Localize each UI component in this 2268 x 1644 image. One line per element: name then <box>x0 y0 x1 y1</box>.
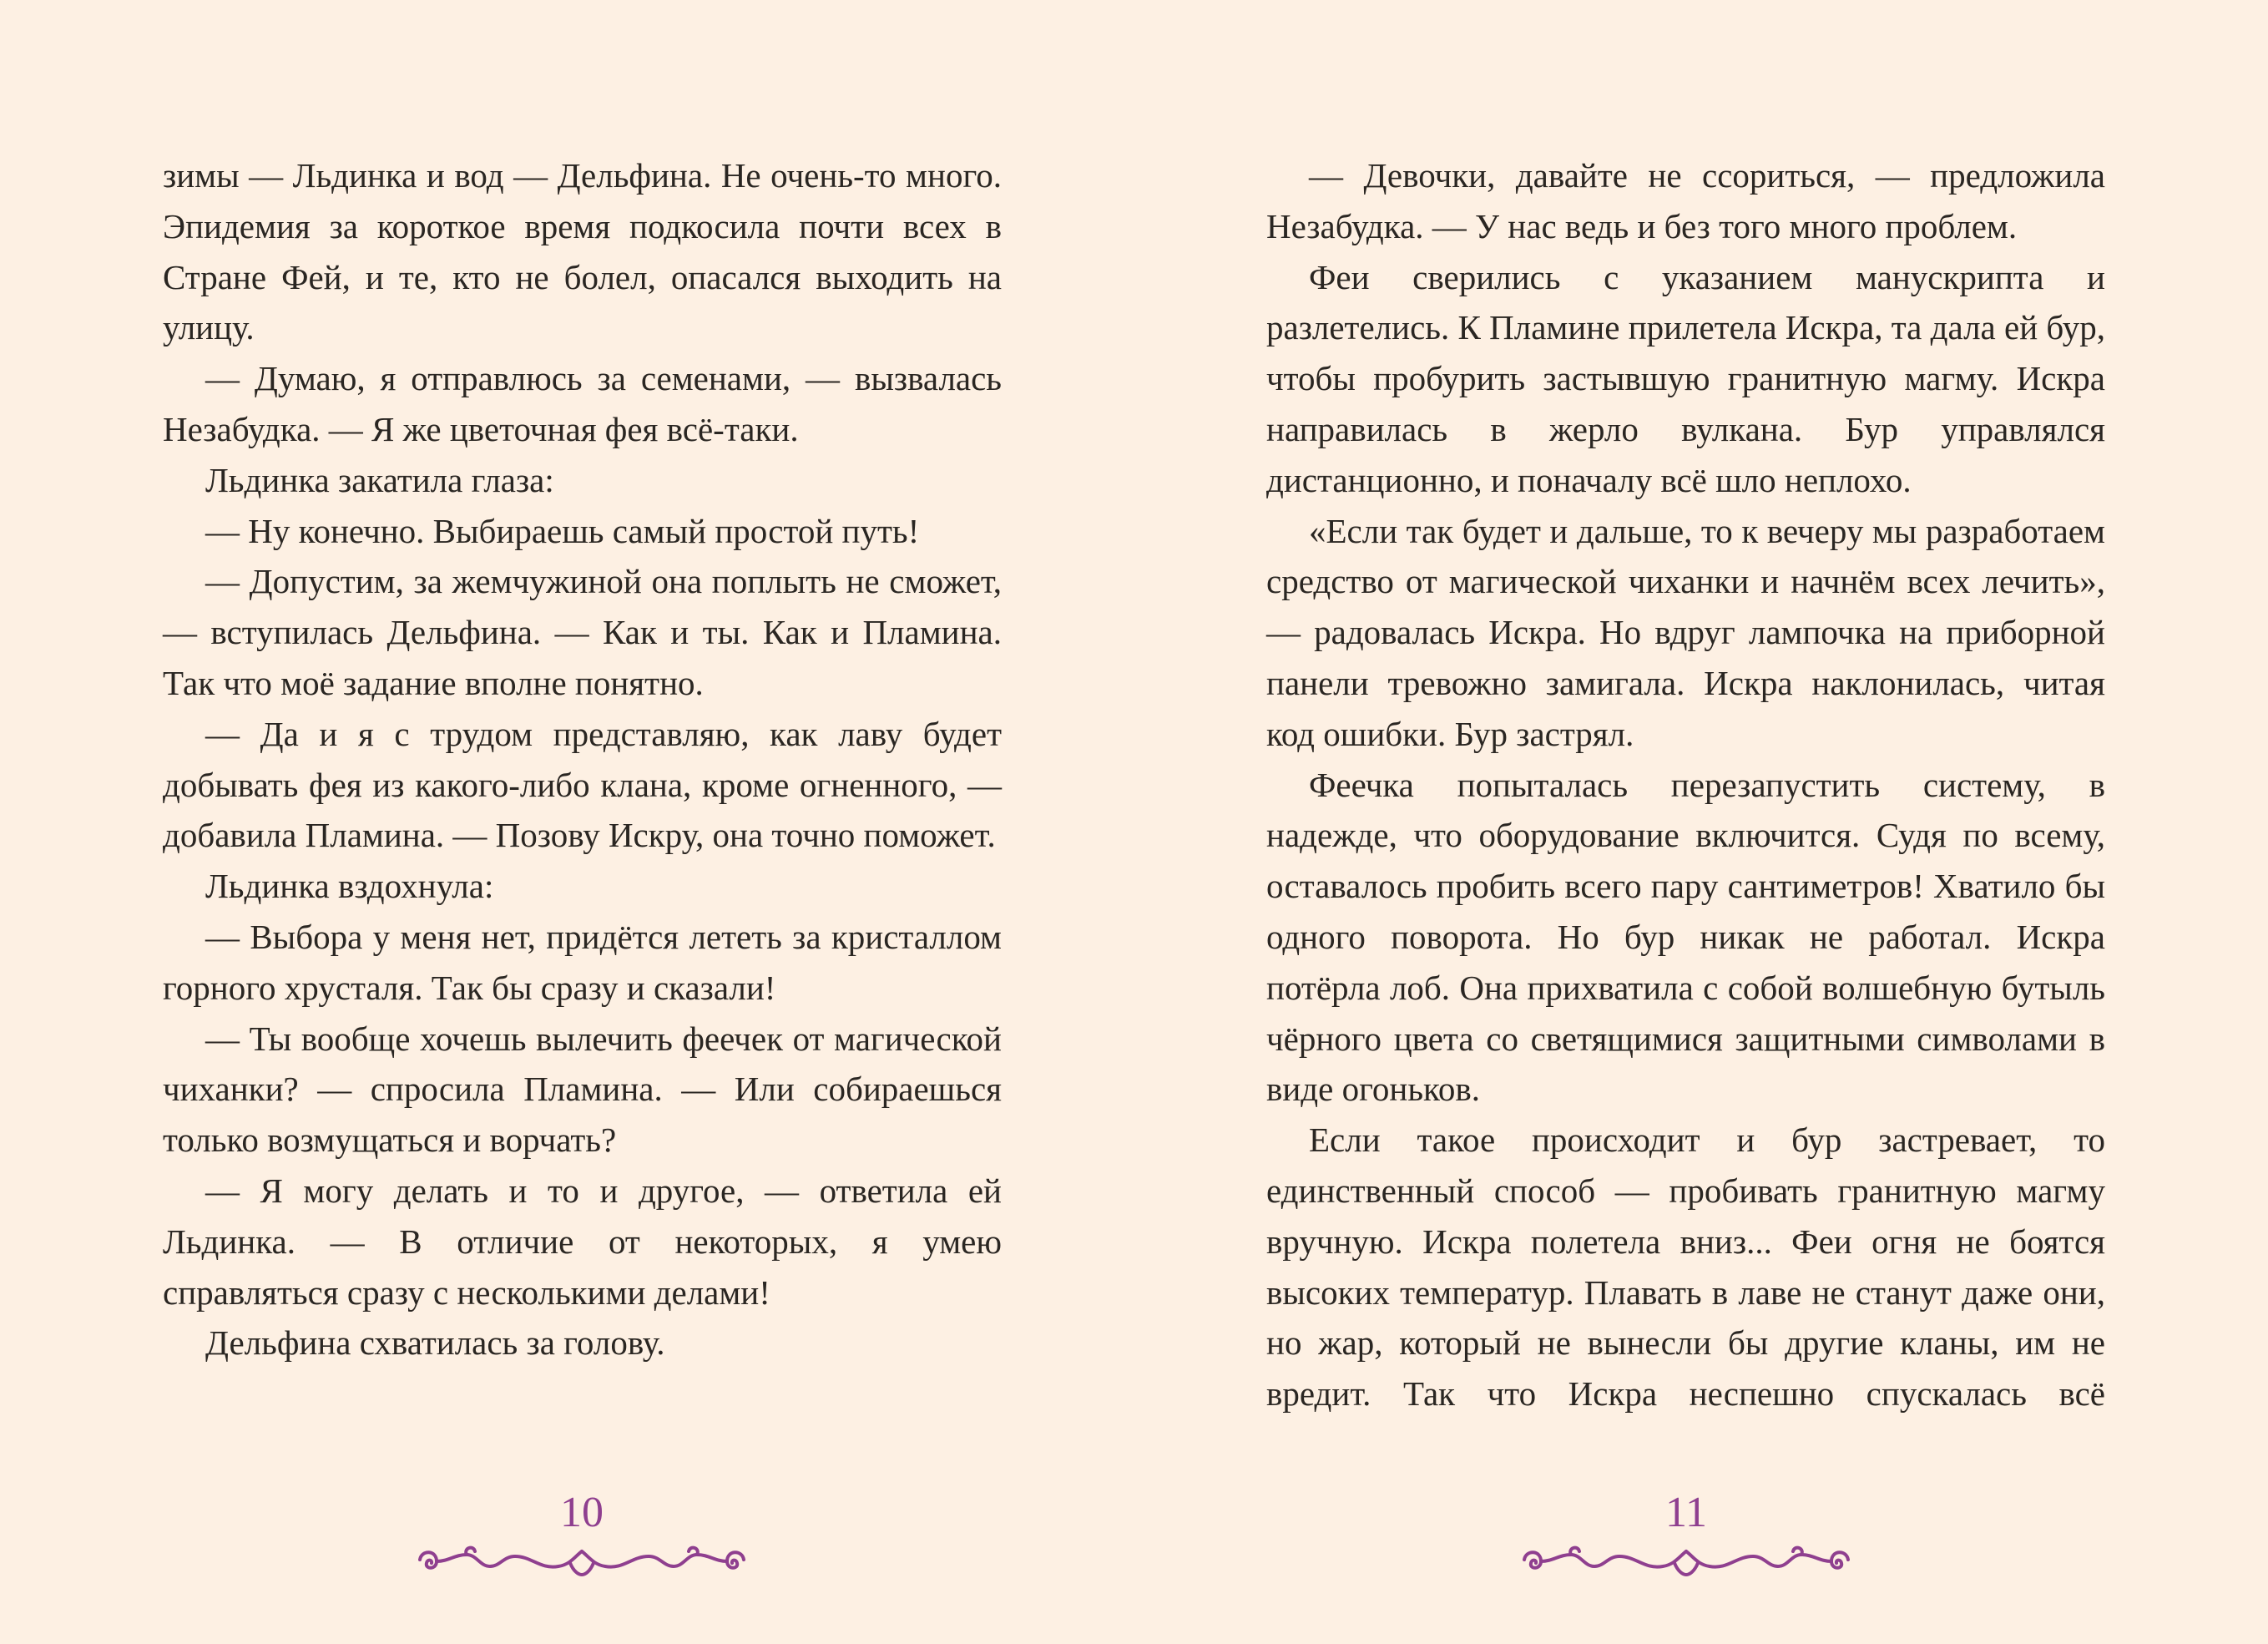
paragraph: — Девочки, давайте не ссориться, — предложила Незабудка. — У нас ведь и без того много проблем. <box>1266 156 2105 245</box>
paragraph: — Думаю, я отправлюсь за семенами, — вызвалась Незабудка. — Я же цветочная фея всё-таки. <box>163 359 1002 448</box>
paragraph: — Допустим, за жемчужиной она поплыть не сможет, — вступилась Дельфина. — Как и ты. Как и Пламина. Так что моё задание вполне понятно. <box>163 562 1002 702</box>
paragraph: — Выбора у меня нет, придётся лететь за кристаллом горного хрусталя. Так бы сразу и сказали! <box>163 917 1002 1007</box>
page-number: 11 <box>1664 1489 1708 1536</box>
right-page-text <box>1266 150 2105 1419</box>
ornament-flourish-icon <box>1519 1541 1853 1581</box>
right-page <box>1266 150 2105 1419</box>
paragraph: — Ну конечно. Выбираешь самый простой путь! <box>205 511 920 550</box>
ornament-flourish-icon <box>415 1541 749 1581</box>
paragraph: Дельфина схватилась за голову. <box>205 1323 665 1363</box>
paragraph: Феечка попыталась перезапустить систему, в надежде, что оборудование включится. Судя по всему, оставалось пробить всего пару сантиметров! Хватило бы одного поворота. Но бур никак не работал. Искра потёрла лоб. Она прихватила с собой волшебную бутыль чёрного цвета со светящимися защитными символами в виде огоньков. <box>1266 765 2105 1109</box>
paragraph: «Если так будет и дальше, то к вечеру мы разработаем средство от магической чиханки и начнём всех лечить», — радовалась Искра. Но вдруг лампочка на приборной панели тревожно замигала. Искра наклонилась, читая код ошибки. Бур застрял. <box>1266 511 2105 753</box>
paragraph: — Да и я с трудом представляю, как лаву будет добывать фея из какого-либо клана, кроме огненного, — добавила Пламина. — Позову Искру, она точно поможет. <box>163 714 1002 855</box>
paragraph: Феи сверились с указанием манускрипта и разлетелись. К Пламине прилетела Искра, та дала ей бур, чтобы пробурить застывшую гранитную магму. Искра направилась в жерло вулкана. Бур управлялся дистанционно, и поначалу всё шло неплохо. <box>1266 257 2105 499</box>
paragraph: — Я могу делать и то и другое, — ответила ей Льдинка. — В отличие от некоторых, я умею справляться сразу с несколькими делами! <box>163 1171 1002 1312</box>
paragraph: Льдинка вздохнула: <box>205 867 494 906</box>
left-page <box>163 150 1002 1368</box>
paragraph: Если такое происходит и бур застревает, то единственный способ — пробивать гранитную магму вручную. Искра полетела вниз... Феи огня не боятся высоких температур. Плавать в лаве не станут даже они, но жар, который не вынесли бы другие кланы, им не вредит. Так что Искра неспешно спускалась всё <box>1266 1120 2105 1414</box>
page-number: 10 <box>560 1489 604 1536</box>
right-folio <box>1494 1488 1878 1581</box>
paragraph: — Ты вообще хочешь вылечить феечек от магической чиханки? — спросила Пламина. — Или собираешься только возмущаться и ворчать? <box>163 1019 1002 1160</box>
paragraph: зимы — Льдинка и вод — Дельфина. Не очень-то много. Эпидемия за короткое время подкосила почти всех в Стране Фей, и те, кто не болел, опасался выходить на улицу. <box>163 156 1002 347</box>
left-page-text <box>163 150 1002 1368</box>
left-folio <box>390 1488 774 1581</box>
paragraph: Льдинка закатила глаза: <box>205 460 554 499</box>
